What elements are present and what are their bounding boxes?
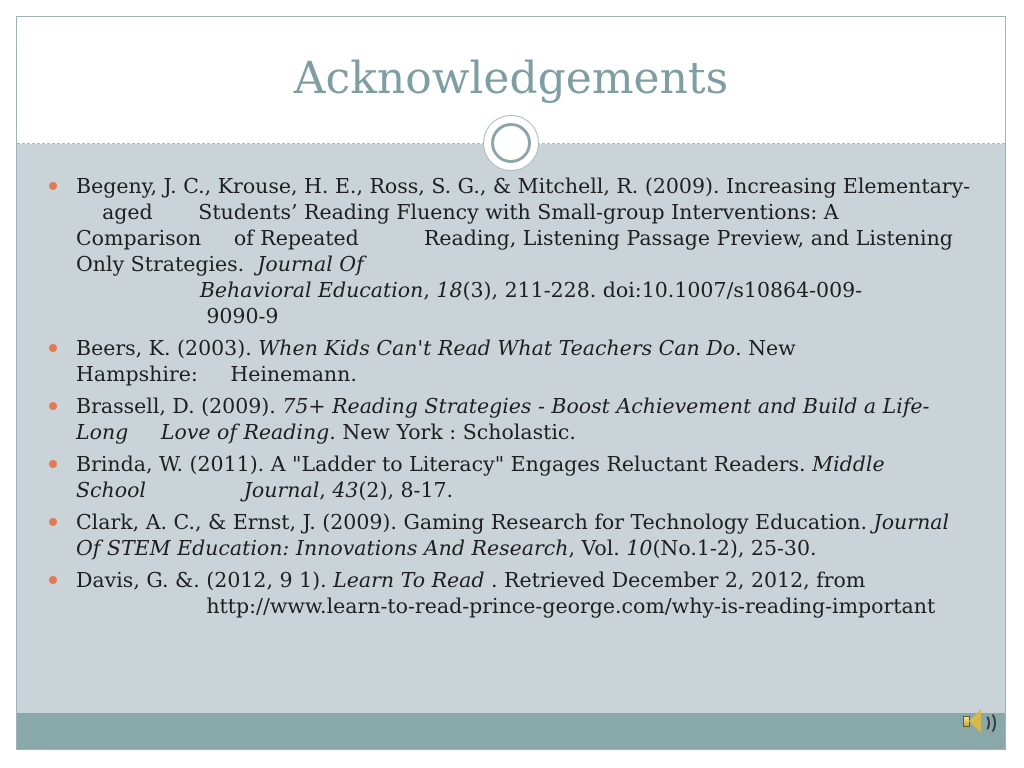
speaker-icon[interactable]	[960, 704, 994, 738]
reference-text: (3), 211-228. doi:10.1007/s10864-009- 9090-9	[206, 278, 863, 328]
footer-bar	[17, 713, 1005, 749]
reference-text: Beers, K. (2003).	[76, 336, 259, 360]
reference-text: Clark, A. C., & Ernst, J. (2009). Gaming Research for Technology Education.	[76, 510, 874, 534]
reference-text: (No.1-2), 25-30.	[652, 536, 817, 560]
reference-text: . New Hampshire: Heinemann.	[76, 336, 803, 386]
reference-text: ,	[423, 278, 437, 302]
bullet-dot-icon	[49, 402, 57, 410]
bullet-dot-icon	[49, 182, 57, 190]
reference-text: ,	[319, 478, 333, 502]
reference-item	[47, 335, 977, 387]
bullet-dot-icon	[49, 518, 57, 526]
reference-italic-text: Journal Of Behavioral Education	[199, 252, 424, 302]
reference-item	[47, 451, 977, 503]
reference-item	[47, 393, 977, 445]
reference-italic-text: 43	[332, 478, 359, 502]
reference-italic-text: When Kids Can't Read What Teachers Can Do	[258, 336, 736, 360]
reference-text: Davis, G. &. (2012, 9 1).	[76, 568, 334, 592]
reference-text: (2), 8-17.	[358, 478, 454, 502]
reference-italic-text: 18	[436, 278, 463, 302]
reference-text: . New York : Scholastic.	[329, 420, 576, 444]
slide	[16, 16, 1006, 750]
bullet-dot-icon	[49, 344, 57, 352]
circle-ornament-icon	[483, 115, 539, 171]
reference-italic-text: Learn To Read	[333, 568, 492, 592]
slide-title: Acknowledgements	[293, 53, 729, 104]
reference-text: . Retrieved December 2, 2012, from http://www.learn-to-read-prince-george.com/why-is-reading-important	[206, 568, 936, 618]
sound-wave-large	[980, 711, 996, 735]
reference-item	[47, 509, 977, 561]
reference-item	[47, 173, 977, 329]
bullet-dot-icon	[49, 576, 57, 584]
reference-italic-text: Middle School Journal	[76, 452, 892, 502]
reference-list	[47, 173, 977, 619]
reference-italic-text: 10	[626, 536, 653, 560]
reference-italic-text: 75+ Reading Strategies - Boost Achievement and Build a Life-Long Love of Reading	[76, 394, 930, 444]
reference-italic-text: Journal Of STEM Education: Innovations And Research	[76, 510, 956, 560]
reference-text: , Vol.	[568, 536, 627, 560]
bullet-dot-icon	[49, 460, 57, 468]
reference-text: Begeny, J. C., Krouse, H. E., Ross, S. G., & Mitchell, R. (2009). Increasing Elementary- aged Students’ Reading Fluency with Small-group Interventions: A Comparison of Repeated Reading, Listening Passage Preview, and Listening Only Strategies.	[76, 174, 971, 276]
references-content	[47, 173, 977, 625]
reference-text: Brassell, D. (2009).	[76, 394, 283, 418]
reference-item	[47, 567, 977, 619]
reference-text: Brinda, W. (2011). A "Ladder to Literacy" Engages Reluctant Readers.	[76, 452, 813, 476]
